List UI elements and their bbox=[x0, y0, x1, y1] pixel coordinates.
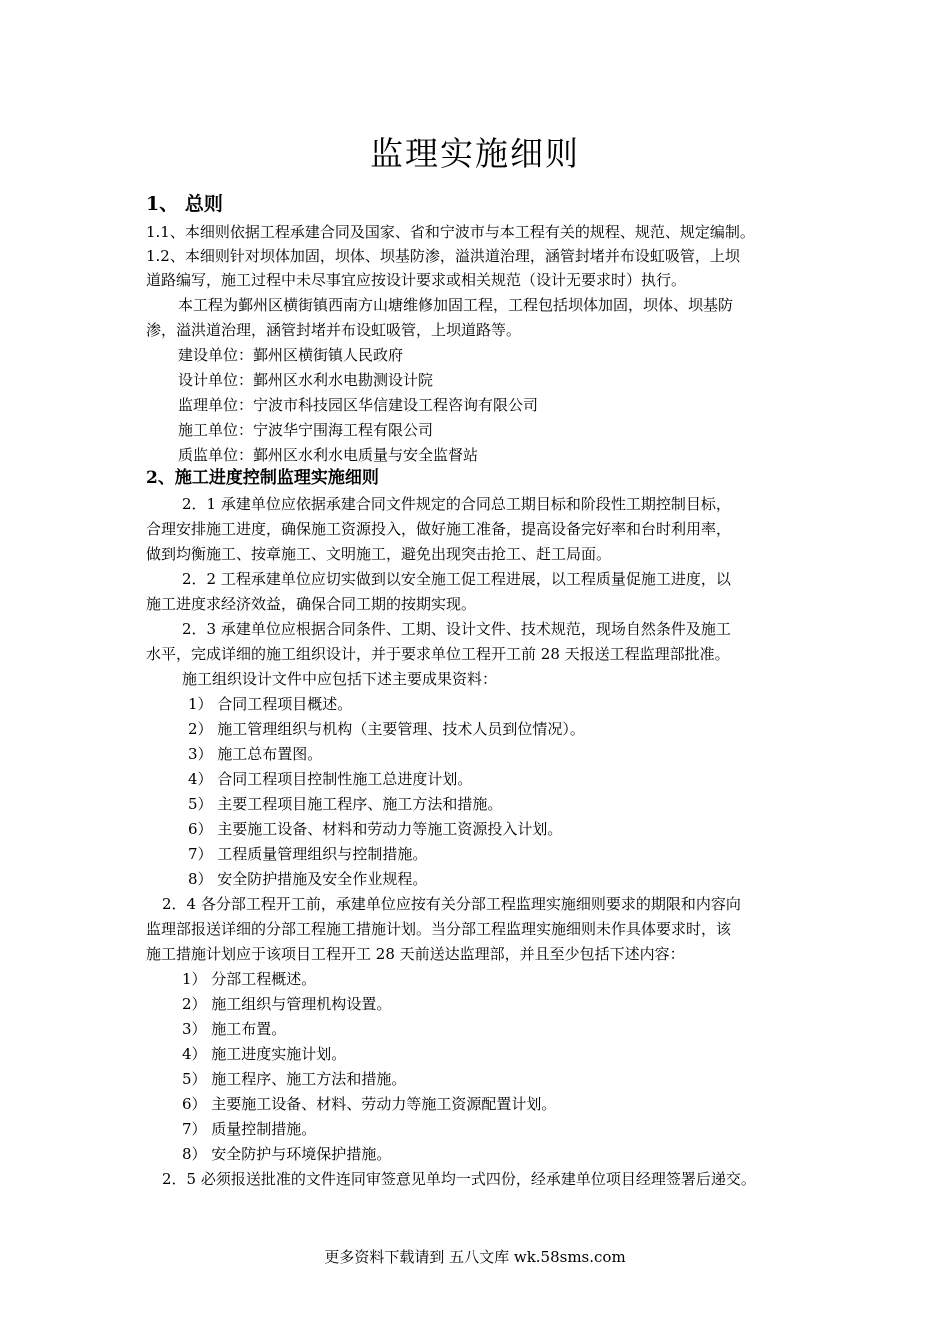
unit-contractor: 施工单位：宁波华宁围海工程有限公司 bbox=[178, 421, 434, 439]
paragraph-1-2-line-2: 道路编写，施工过程中未尽事宜应按设计要求或相关规范（设计无要求时）执行。 bbox=[146, 271, 687, 289]
list-2-item: 1） 分部工程概述。 bbox=[182, 970, 317, 988]
list-1-item: 1） 合同工程项目概述。 bbox=[188, 695, 353, 713]
document-title: 监理实施细则 bbox=[370, 134, 580, 173]
paragraph-2-4-line-3: 施工措施计划应于该项目工程开工 28 天前送达监理部，并且至少包括下述内容： bbox=[146, 945, 685, 963]
paragraph-2-3-line-2: 水平，完成详细的施工组织设计，并于要求单位工程开工前 28 天报送工程监理部批准。 bbox=[146, 645, 730, 663]
list-1-item: 3） 施工总布置图。 bbox=[188, 745, 323, 763]
intro-line-2: 渗，溢洪道治理，涵管封堵并布设虹吸管，上坝道路等。 bbox=[146, 321, 522, 339]
list-2-item: 6） 主要施工设备、材料、劳动力等施工资源配置计划。 bbox=[182, 1095, 557, 1113]
paragraph-1-1: 1.1、本细则依据工程承建合同及国家、省和宁波市与本工程有关的规程、规范、规定编制。 bbox=[146, 223, 755, 241]
paragraph-2-4-line-1: 2．4 各分部工程开工前，承建单位应按有关分部工程监理实施细则要求的期限和内容向 bbox=[162, 895, 741, 913]
intro-line-1: 本工程为鄞州区横街镇西南方山塘维修加固工程，工程包括坝体加固，坝体、坝基防 bbox=[178, 296, 734, 314]
section-1-heading: 1、 总则 bbox=[146, 193, 223, 215]
footer-link-text: 更多资料下载请到 五八文库 wk.58sms.com bbox=[324, 1248, 626, 1266]
list-2-item: 5） 施工程序、施工方法和措施。 bbox=[182, 1070, 407, 1088]
list-2-item: 3） 施工布置。 bbox=[182, 1020, 287, 1038]
list-2-item: 2） 施工组织与管理机构设置。 bbox=[182, 995, 392, 1013]
list-1-intro: 施工组织设计文件中应包括下述主要成果资料： bbox=[182, 670, 498, 688]
unit-supervision: 监理单位：宁波市科技园区华信建设工程咨询有限公司 bbox=[178, 396, 539, 414]
section-2-heading: 2、施工进度控制监理实施细则 bbox=[146, 468, 379, 488]
list-1-item: 5） 主要工程项目施工程序、施工方法和措施。 bbox=[188, 795, 503, 813]
paragraph-2-4-line-2: 监理部报送详细的分部工程施工措施计划。当分部工程监理实施细则未作具体要求时，该 bbox=[146, 920, 732, 938]
paragraph-2-5: 2．5 必须报送批准的文件连同审签意见单均一式四份，经承建单位项目经理签署后递交。 bbox=[162, 1170, 756, 1188]
list-1-item: 7） 工程质量管理组织与控制措施。 bbox=[188, 845, 428, 863]
list-2-item: 8） 安全防护与环境保护措施。 bbox=[182, 1145, 392, 1163]
unit-construction: 建设单位：鄞州区横街镇人民政府 bbox=[178, 346, 404, 364]
unit-quality: 质监单位：鄞州区水利水电质量与安全监督站 bbox=[178, 446, 479, 464]
list-1-item: 6） 主要施工设备、材料和劳动力等施工资源投入计划。 bbox=[188, 820, 563, 838]
paragraph-2-1-line-1: 2．1 承建单位应依据承建合同文件规定的合同总工期目标和阶段性工期控制目标， bbox=[182, 495, 731, 513]
paragraph-2-1-line-2: 合理安排施工进度，确保施工资源投入，做好施工准备，提高设备完好率和台时利用率， bbox=[146, 520, 732, 538]
paragraph-2-3-line-1: 2．3 承建单位应根据合同条件、工期、设计文件、技术规范，现场自然条件及施工 bbox=[182, 620, 731, 638]
paragraph-2-2-line-2: 施工进度求经济效益，确保合同工期的按期实现。 bbox=[146, 595, 477, 613]
list-1-item: 4） 合同工程项目控制性施工总进度计划。 bbox=[188, 770, 473, 788]
unit-design: 设计单位：鄞州区水利水电勘测设计院 bbox=[178, 371, 434, 389]
paragraph-2-1-line-3: 做到均衡施工、按章施工、文明施工，避免出现突击抢工、赶工局面。 bbox=[146, 545, 612, 563]
list-1-item: 8） 安全防护措施及安全作业规程。 bbox=[188, 870, 428, 888]
list-1-item: 2） 施工管理组织与机构（主要管理、技术人员到位情况）。 bbox=[188, 720, 585, 738]
list-2-item: 4） 施工进度实施计划。 bbox=[182, 1045, 347, 1063]
paragraph-2-2-line-1: 2．2 工程承建单位应切实做到以安全施工促工程进展，以工程质量促施工进度，以 bbox=[182, 570, 731, 588]
paragraph-1-2-line-1: 1.2、本细则针对坝体加固，坝体、坝基防渗，溢洪道治理，涵管封堵并布设虹吸管，上坝 bbox=[146, 247, 740, 265]
list-2-item: 7） 质量控制措施。 bbox=[182, 1120, 317, 1138]
